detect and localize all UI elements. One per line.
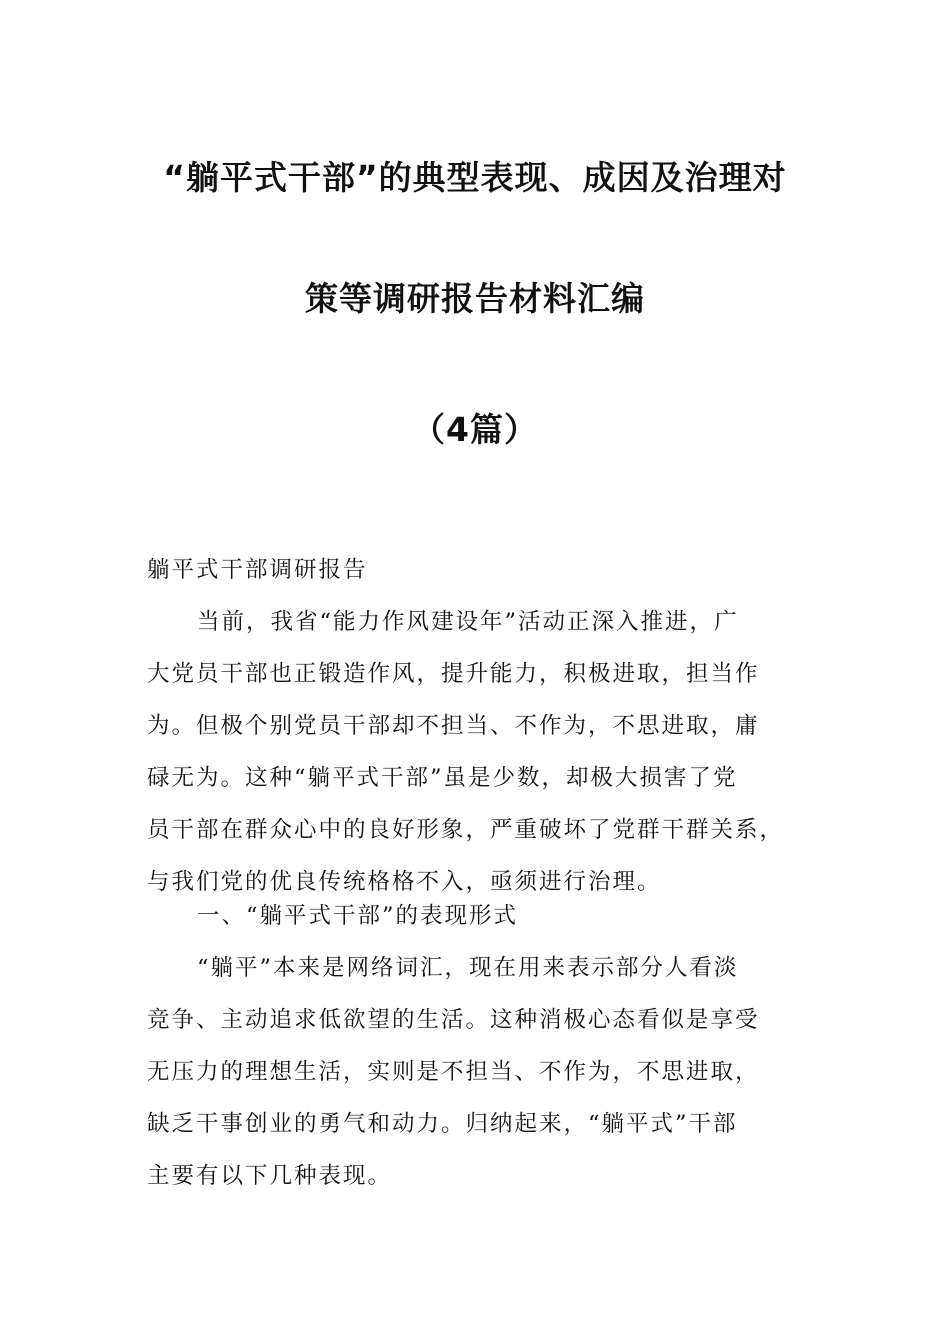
section-heading-1 [147, 890, 807, 942]
paragraph-line: 主要有以下几种表现。 [147, 1163, 393, 1189]
paragraph-line: 为。但极个别党员干部却不担当、不作为，不思进取，庸 [147, 713, 760, 739]
paragraph-line: 无压力的理想生活，实则是不担当、不作为，不思进取， [147, 1059, 760, 1085]
paragraph-line: 与我们党的优良传统格格不入，亟须进行治理。 [147, 869, 662, 895]
document-title-line-2: 策等调研报告材料汇编 [305, 279, 645, 318]
document-title-count: （4篇） [412, 410, 538, 449]
report-heading: 躺平式干部调研报告 [147, 557, 368, 583]
paragraph-line: 竞争、主动追求低欲望的生活。这种消极心态看似是享受 [147, 1007, 760, 1033]
paragraph-line: 缺乏干事创业的勇气和动力。归纳起来，“躺平式”干部 [147, 1111, 738, 1137]
paragraph-line: 当前，我省“能力作风建设年”活动正深入推进，广 [197, 609, 739, 635]
paragraph-line: 员干部在群众心中的良好形象，严重破坏了党群干群关系， [147, 817, 785, 843]
document-title-line-1: “躺平式干部”的典型表现、成因及治理对 [163, 158, 787, 197]
paragraph-section-1 [147, 942, 807, 1202]
paragraph-line: 大党员干部也正锻造作风，提升能力，积极进取，担当作 [147, 661, 760, 687]
paragraph-line: “躺平”本来是网络词汇，现在用来表示部分人看淡 [197, 955, 739, 981]
paragraph-intro [147, 596, 807, 908]
paragraph-line: 碌无为。这种“躺平式干部”虽是少数，却极大损害了党 [147, 765, 738, 791]
section-heading-text: 一、“躺平式干部”的表现形式 [197, 903, 519, 929]
